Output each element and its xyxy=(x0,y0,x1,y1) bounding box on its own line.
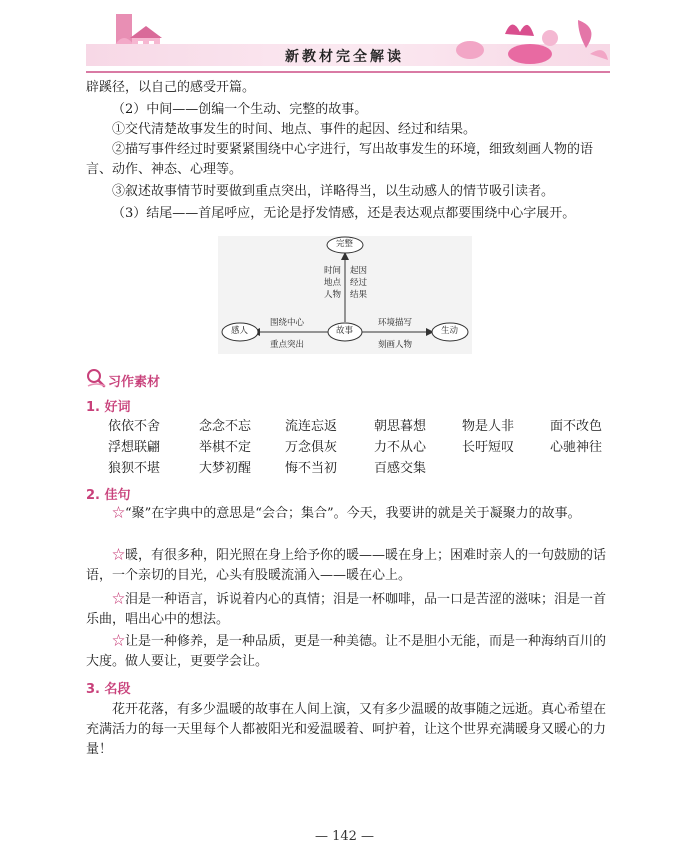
word-item: 心驰神往 xyxy=(550,440,603,455)
node-vivid: 生动 xyxy=(441,326,459,336)
famous-paragraph: 花开花落，有多少温暖的故事在人间上演，又有多少温暖的故事随之远逝。真心希望在充满活力的每一天里每个人都被阳光和爱温暖着、呵护着，让这个世界充满暖身又暖心的力量！ xyxy=(86,702,607,757)
sentence-text: 泪是一种语言，诉说着内心的真情；泪是一杯咖啡，品一口是苦涩的滋味；泪是一首乐曲，唱出心中的想法。 xyxy=(86,592,607,627)
page-number: — 142 — xyxy=(314,829,375,844)
word-item: 物是人非 xyxy=(462,419,515,434)
word-item: 念念不忘 xyxy=(199,419,252,434)
word-item: 长吁短叹 xyxy=(462,440,515,455)
node-touching: 感人 xyxy=(231,326,249,336)
subheading-famous-paragraph: 3. 名段 xyxy=(86,682,131,697)
intro-line-4: ②描写事件经过时要紧紧围绕中心字进行，写出故事发生的环境，细致刻画人物的语言、动作、神态、心理等。 xyxy=(86,142,594,177)
subheading-good-words: 1. 好词 xyxy=(86,400,131,415)
label-time: 时间 xyxy=(324,266,342,276)
section-title: 习作素材 xyxy=(108,375,161,390)
label-environment: 环境描写 xyxy=(378,318,413,328)
word-item: 狼狈不堪 xyxy=(108,461,161,476)
word-item: 浮想联翩 xyxy=(108,440,161,455)
label-around-center: 围绕中心 xyxy=(270,318,305,328)
sentence-text: “聚”在字典中的意思是“会合；集合”。今天，我要讲的就是关于凝聚力的故事。 xyxy=(125,506,581,521)
page-header xyxy=(0,0,689,78)
word-item: 朝思暮想 xyxy=(374,419,427,434)
intro-line-2: （2）中间——创编一个生动、完整的故事。 xyxy=(112,102,368,117)
word-item: 举棋不定 xyxy=(199,440,252,455)
word-item: 流连忘返 xyxy=(285,419,338,434)
star-icon: ☆ xyxy=(112,592,126,607)
label-place: 地点 xyxy=(324,278,342,288)
story-structure-diagram xyxy=(218,236,472,354)
sentence-text: 暖，有很多种，阳光照在身上给予你的暖——暖在身上；困难时亲人的一句鼓励的话语，一个亲切的目光，心头有股暖流涌入——暖在心上。 xyxy=(86,548,607,583)
intro-line-3: ①交代清楚故事发生的时间、地点、事件的起因、经过和结果。 xyxy=(112,122,477,137)
header-title: 新教材完全解读 xyxy=(285,49,404,65)
sentence-text: 让是一种修养，是一种品质，更是一种美德。让不是胆小无能，而是一种海纳百川的大度。做人要让，更要学会让。 xyxy=(86,634,607,669)
subheading-good-sentences: 2. 佳句 xyxy=(86,488,131,503)
sentence-3 xyxy=(86,590,610,630)
word-item: 依依不舍 xyxy=(108,419,161,434)
word-item: 力不从心 xyxy=(374,440,427,455)
word-item: 面不改色 xyxy=(550,419,603,434)
intro-line-6: （3）结尾——首尾呼应，无论是抒发情感，还是表达观点都要围绕中心字展开。 xyxy=(112,206,576,221)
label-characters: 刻画人物 xyxy=(378,340,413,350)
sentence-1 xyxy=(86,504,610,524)
word-item: 悔不当初 xyxy=(285,461,338,476)
word-item: 百感交集 xyxy=(374,461,427,476)
intro-line-5: ③叙述故事情节时要做到重点突出，详略得当，以生动感人的情节吸引读者。 xyxy=(112,184,555,199)
label-person: 人物 xyxy=(324,290,342,300)
word-item: 万念俱灰 xyxy=(285,440,338,455)
magnifier-icon xyxy=(86,368,106,388)
word-item: 大梦初醒 xyxy=(199,461,252,476)
label-process: 经过 xyxy=(350,278,368,288)
node-complete: 完整 xyxy=(336,239,354,249)
node-story: 故事 xyxy=(336,326,354,336)
label-key-points: 重点突出 xyxy=(270,340,305,350)
sentence-2 xyxy=(86,546,610,586)
star-icon: ☆ xyxy=(112,548,126,563)
header-divider xyxy=(86,71,610,73)
label-result: 结果 xyxy=(350,290,368,300)
intro-line-1: 辟蹊径，以自己的感受开篇。 xyxy=(86,80,256,95)
star-icon: ☆ xyxy=(112,634,126,649)
label-cause: 起因 xyxy=(350,266,368,276)
sentence-4 xyxy=(86,632,610,672)
star-icon: ☆ xyxy=(112,506,126,521)
